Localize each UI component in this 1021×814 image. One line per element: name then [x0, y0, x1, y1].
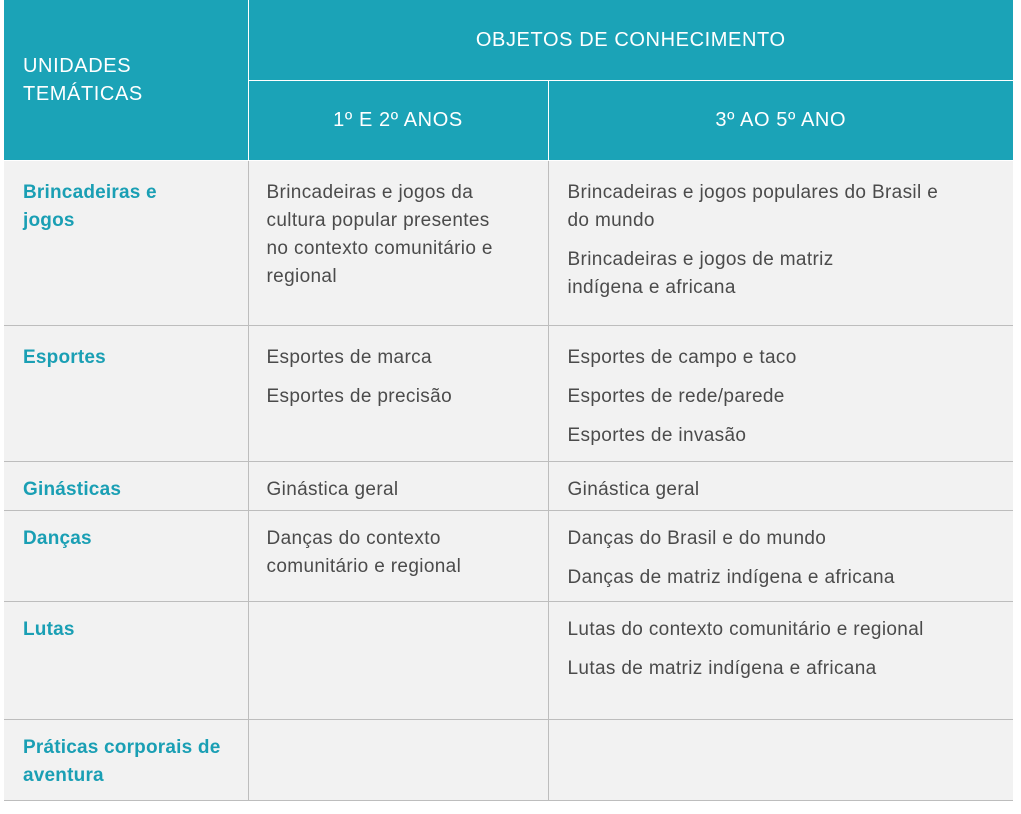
table-row: [4, 161, 1013, 326]
knowledge-object: Ginástica geral: [266, 479, 399, 500]
knowledge-object: Esportes de precisão: [266, 386, 452, 407]
objects-years-1-2-cell: [248, 511, 548, 602]
knowledge-object: Esportes de marca: [266, 347, 432, 368]
thematic-unit-cell: [4, 462, 248, 511]
thematic-unit-label: Lutas: [23, 619, 75, 640]
thematic-unit-label: Práticas corporais de aventura: [23, 737, 221, 786]
objects-years-1-2-cell: [248, 462, 548, 511]
knowledge-object: Danças de matriz indígena e africana: [567, 567, 895, 588]
thematic-unit-cell: [4, 511, 248, 602]
knowledge-object: Ginástica geral: [567, 479, 700, 500]
knowledge-object: Danças do Brasil e do mundo: [567, 528, 827, 549]
objects-years-3-5-cell: [548, 326, 1013, 462]
thematic-unit-cell: [4, 161, 248, 326]
thematic-unit-cell: [4, 602, 248, 720]
knowledge-object: Brincadeiras e jogos de matriz indígena e africana: [567, 249, 834, 298]
knowledge-object: Lutas de matriz indígena e africana: [567, 658, 877, 679]
objects-years-1-2-cell: [248, 602, 548, 720]
knowledge-object: Esportes de campo e taco: [567, 347, 797, 368]
table-row: [4, 462, 1013, 511]
knowledge-object: Esportes de rede/parede: [567, 386, 785, 407]
objects-years-3-5-cell: [548, 720, 1013, 801]
knowledge-object: Esportes de invasão: [567, 425, 747, 446]
objects-years-3-5-cell: [548, 462, 1013, 511]
thematic-unit-cell: [4, 720, 248, 801]
knowledge-object: Brincadeiras e jogos da cultura popular presentes no contexto comunitário e regional: [266, 182, 493, 287]
table-row: [4, 720, 1013, 801]
header-years-1-2: 1º E 2º ANOS: [248, 81, 548, 161]
knowledge-object: Danças do contexto comunitário e regional: [266, 528, 462, 577]
thematic-unit-label: Esportes: [23, 347, 106, 368]
header-thematic-units-label: UNIDADES TEMÁTICAS: [23, 55, 143, 105]
objects-years-3-5-cell: [548, 602, 1013, 720]
thematic-unit-label: Brincadeiras e jogos: [23, 182, 157, 231]
header-thematic-units: [4, 0, 248, 161]
thematic-unit-label: Danças: [23, 528, 92, 549]
objects-years-1-2-cell: [248, 161, 548, 326]
thematic-unit-cell: [4, 326, 248, 462]
table-header: [4, 0, 1013, 161]
table-row: [4, 511, 1013, 602]
header-knowledge-objects: OBJETOS DE CONHECIMENTO: [248, 0, 1013, 81]
table-row: [4, 326, 1013, 462]
table-body: [4, 161, 1013, 801]
header-years-3-5: 3º AO 5º ANO: [548, 81, 1013, 161]
thematic-unit-label: Ginásticas: [23, 479, 122, 500]
curriculum-table: [4, 0, 1013, 801]
objects-years-1-2-cell: [248, 326, 548, 462]
objects-years-3-5-cell: [548, 161, 1013, 326]
knowledge-object: Brincadeiras e jogos populares do Brasil e do mundo: [567, 182, 939, 231]
table-row: [4, 602, 1013, 720]
objects-years-1-2-cell: [248, 720, 548, 801]
objects-years-3-5-cell: [548, 511, 1013, 602]
knowledge-object: Lutas do contexto comunitário e regional: [567, 619, 924, 640]
